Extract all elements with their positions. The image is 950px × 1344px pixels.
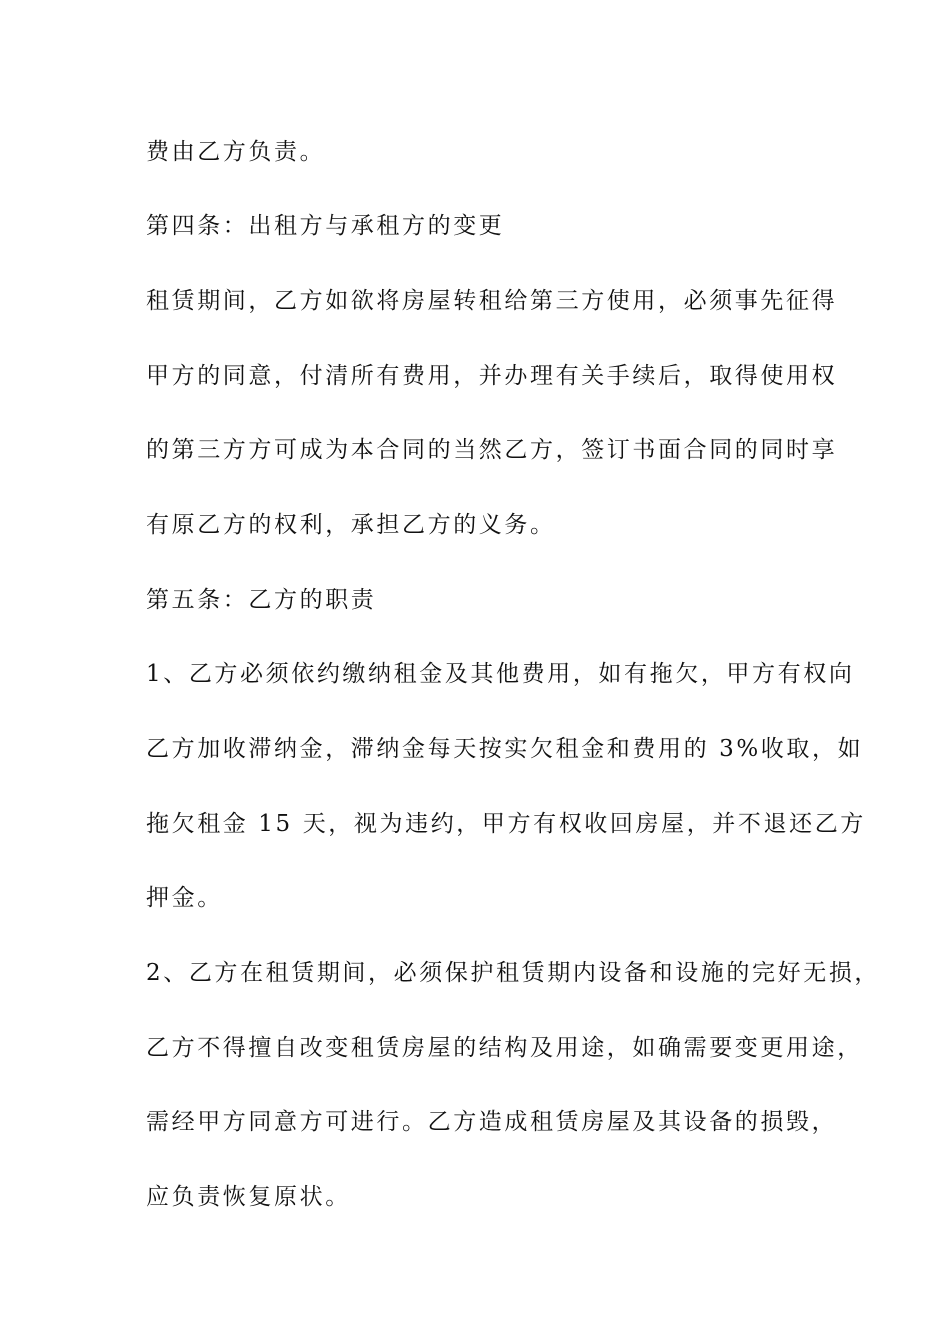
article-heading: 第四条：出租方与承租方的变更: [146, 213, 505, 239]
paragraph-line: 乙方不得擅自改变租赁房屋的结构及用途，如确需要变更用途，: [146, 1035, 863, 1061]
paragraph-line: 乙方加收滞纳金，滞纳金每天按实欠租金和费用的 3%收取，如: [146, 736, 864, 762]
paragraph-line: 应负责恢复原状。: [146, 1184, 351, 1210]
paragraph-line: 租赁期间，乙方如欲将房屋转租给第三方使用，必须事先征得: [146, 288, 838, 314]
article-heading: 第五条：乙方的职责: [146, 587, 377, 613]
paragraph-line: 需经甲方同意方可进行。乙方造成租赁房屋及其设备的损毁，: [146, 1109, 838, 1135]
paragraph-line: 拖欠租金 15 天，视为违约，甲方有权收回房屋，并不退还乙方: [146, 811, 866, 837]
paragraph-line: 押金。: [146, 885, 223, 911]
paragraph-line: 费由乙方负责。: [146, 139, 326, 165]
paragraph-line: 甲方的同意，付清所有费用，并办理有关手续后，取得使用权: [146, 363, 838, 389]
paragraph-line: 有原乙方的权利，承担乙方的义务。: [146, 512, 556, 538]
paragraph-line: 的第三方方可成为本合同的当然乙方，签订书面合同的同时享: [146, 437, 838, 463]
paragraph-line: 1、乙方必须依约缴纳租金及其他费用，如有拖欠，甲方有权向: [146, 661, 855, 687]
paragraph-line: 2、乙方在租赁期间，必须保护租赁期内设备和设施的完好无损，: [146, 960, 881, 986]
